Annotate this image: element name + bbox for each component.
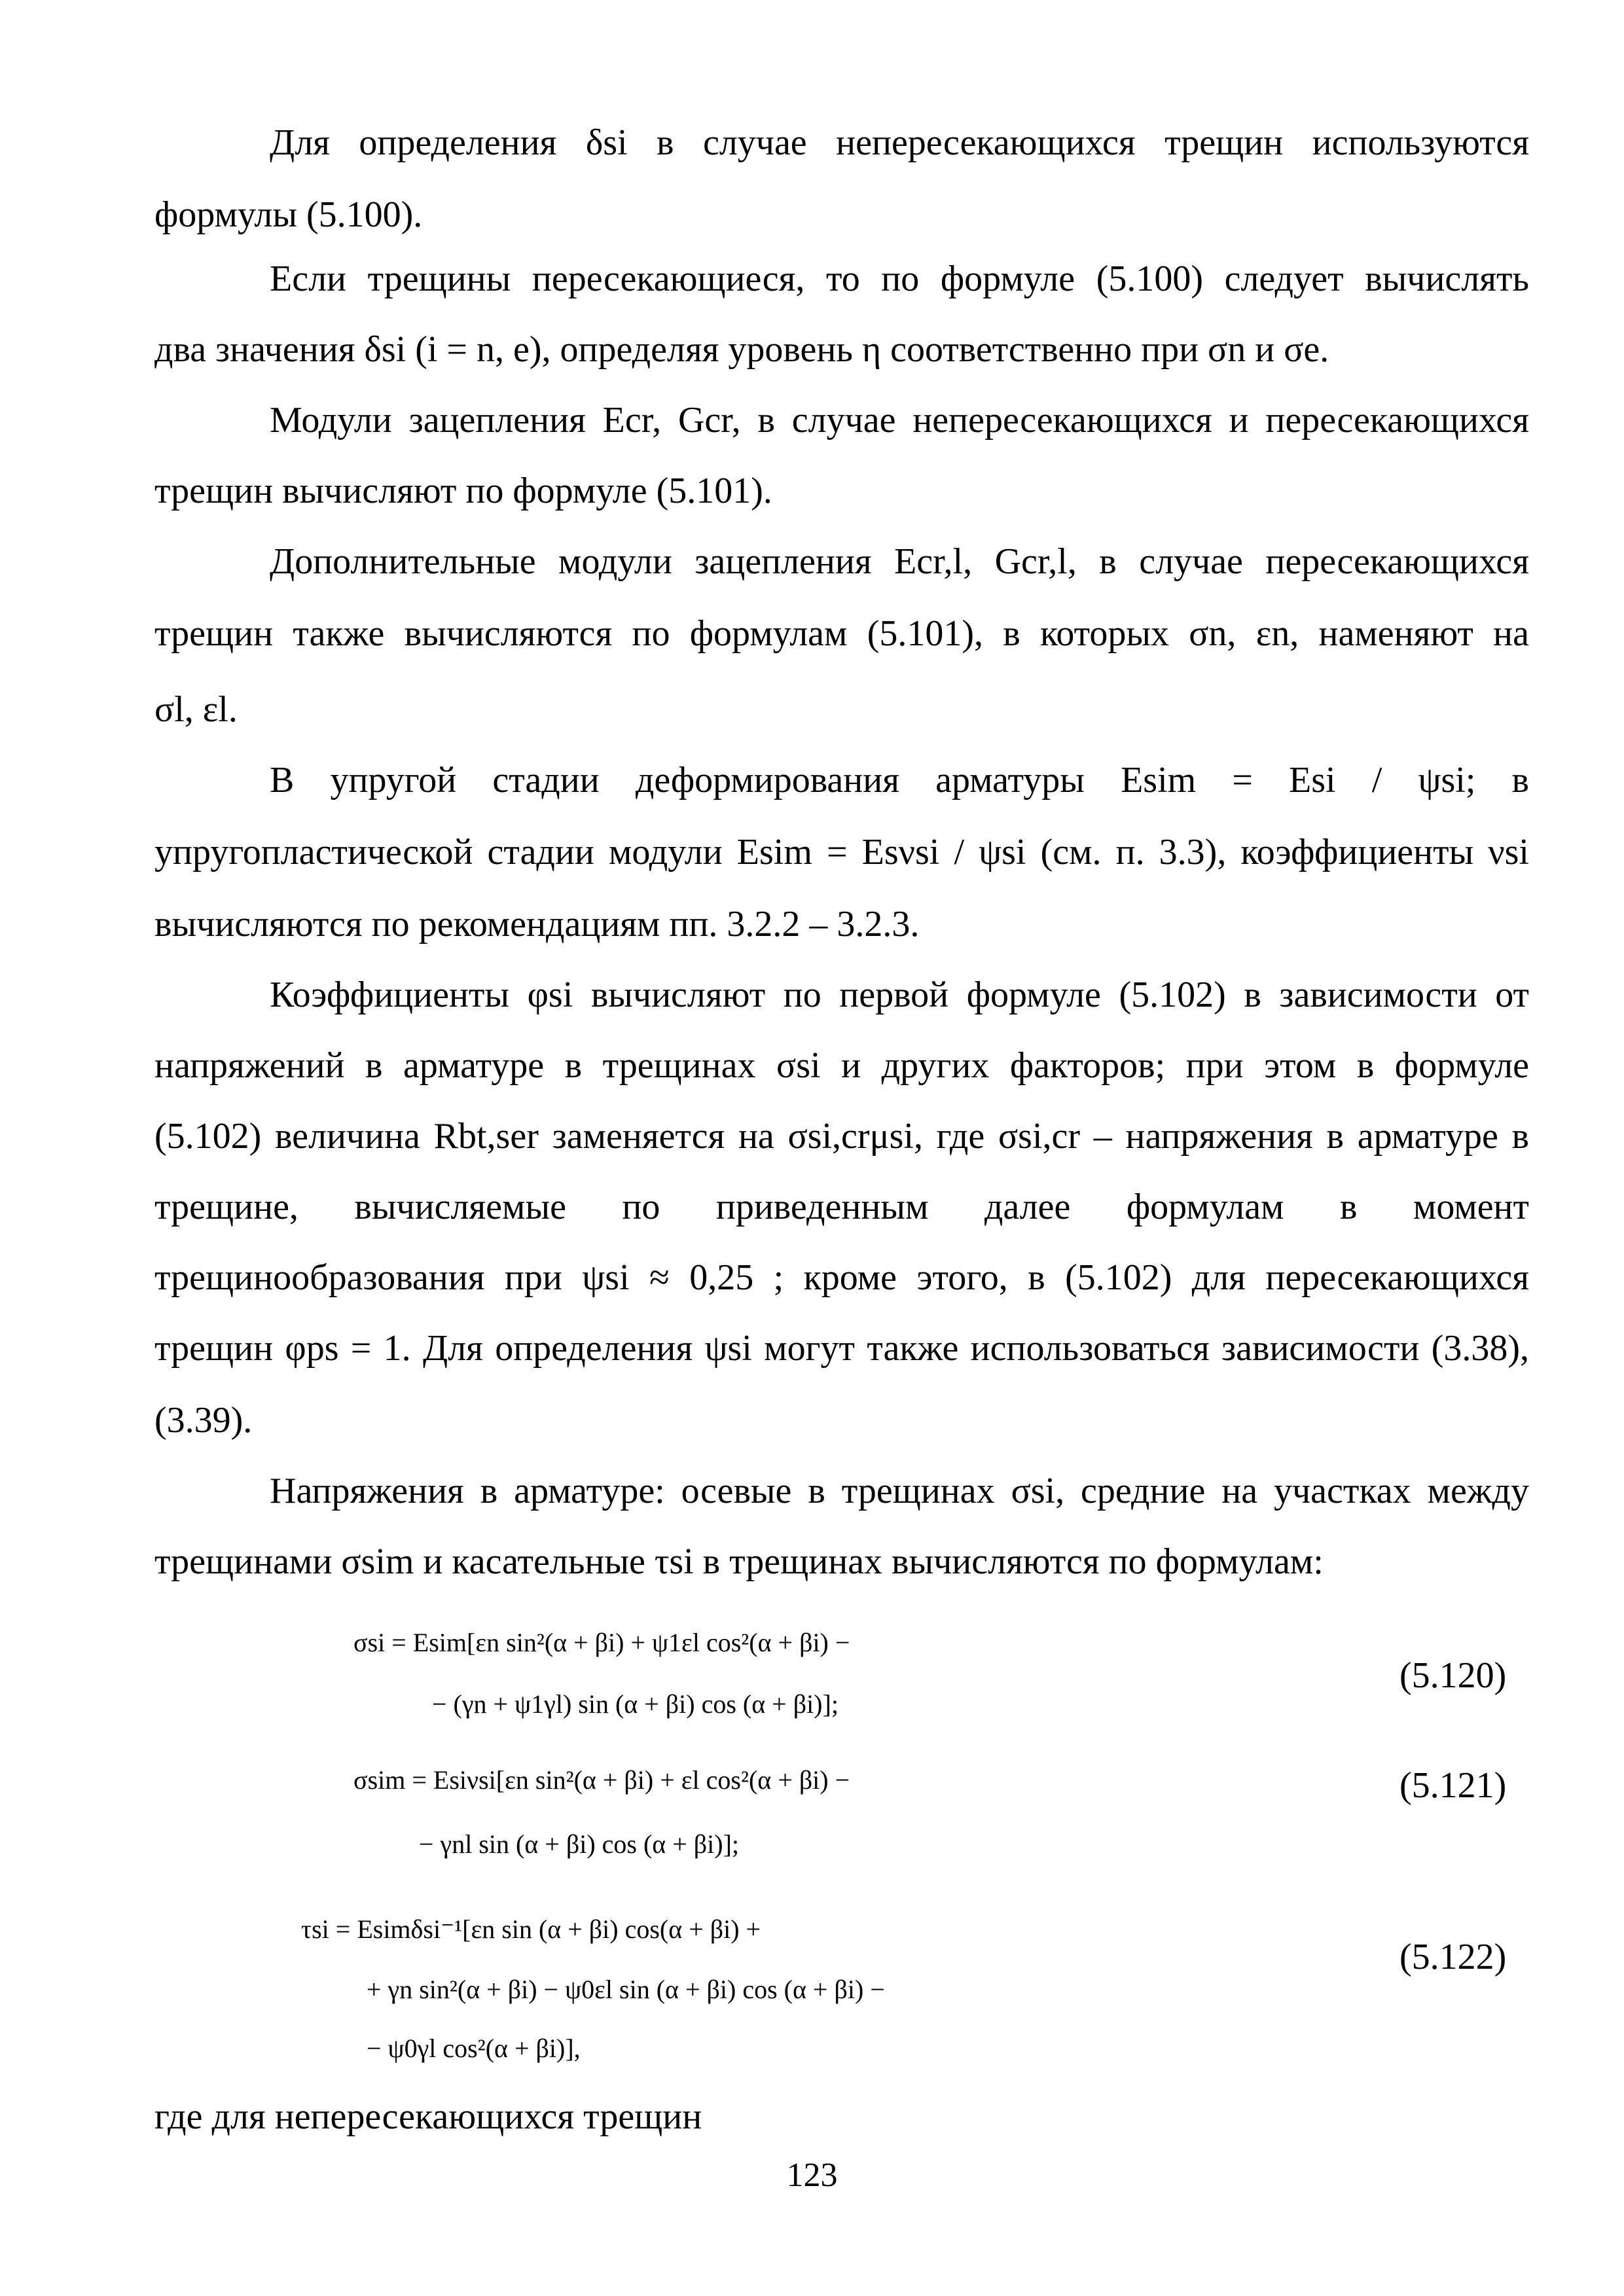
text-line: трещин также вычисляются по формулам (5.101), в которых σn, εn, наменяют на	[154, 613, 1529, 654]
equation-line: − (γn + ψ1γl) sin (α + βi) cos (α + βi)];	[432, 1689, 839, 1719]
text-line: σl, εl.	[154, 689, 238, 730]
page-number: 123	[786, 2157, 838, 2194]
equation-line: + γn sin²(α + βi) − ψ0εl sin (α + βi) cos (α + βi) −	[367, 1975, 885, 2004]
text-line: упругопластической стадии модули Esim = Esνsi / ψsi (см. п. 3.3), коэффициенты νsi	[154, 832, 1529, 872]
equation-line: τsi = Esimδsi⁻¹[εn sin (α + βi) cos(α + βi) +	[301, 1914, 761, 1944]
equation-number: (5.121)	[1399, 1765, 1507, 1806]
equation-line: − ψ0γl cos²(α + βi)],	[367, 2034, 581, 2063]
equation-number: (5.120)	[1399, 1655, 1507, 1696]
text-line: Напряжения в арматуре: осевые в трещинах σsi, средние на участках между	[270, 1471, 1529, 1511]
text-line: (5.102) величина Rbt,ser заменяется на σsi,crμsi, где σsi,cr – напряжения в арматуре в	[154, 1116, 1529, 1157]
text-line: В упругой стадии деформирования арматуры Esim = Esi / ψsi; в	[270, 760, 1529, 800]
text-line: трещин φps = 1. Для определения ψsi могут также использоваться зависимости (3.38),	[154, 1328, 1529, 1369]
text-line: формулы (5.100).	[154, 194, 423, 235]
text-line: Модули зацепления Ecr, Gcr, в случае непересекающихся и пересекающихся	[270, 400, 1529, 440]
text-line: Коэффициенты φsi вычисляют по первой формуле (5.102) в зависимости от	[270, 975, 1529, 1015]
text-line: где для непересекающихся трещин	[154, 2096, 702, 2137]
text-line: (3.39).	[154, 1400, 253, 1441]
equation-line: σsi = Esim[εn sin²(α + βi) + ψ1εl cos²(α + βi) −	[353, 1628, 850, 1657]
equation-line: − γnl sin (α + βi) cos (α + βi)];	[419, 1829, 740, 1859]
text-line: напряжений в арматуре в трещинах σsi и других факторов; при этом в формуле	[154, 1045, 1529, 1086]
text-line: Дополнительные модули зацепления Ecr,l, Gcr,l, в случае пересекающихся	[270, 541, 1529, 582]
text-line: трещинообразования при ψsi ≈ 0,25 ; кроме этого, в (5.102) для пересекающихся	[154, 1257, 1529, 1298]
text-line: Если трещины пересекающиеся, то по формуле (5.100) следует вычислять	[270, 259, 1529, 299]
text-line: Для определения δsi в случае непересекающихся трещин используются	[270, 122, 1529, 163]
equation-line: σsim = Esiνsi[εn sin²(α + βi) + εl cos²(α + βi) −	[353, 1765, 850, 1795]
equation-number: (5.122)	[1399, 1937, 1507, 1977]
text-line: трещине, вычисляемые по приведенным далее формулам в момент	[154, 1187, 1529, 1227]
text-line: трещинами σsim и касательные τsi в трещинах вычисляются по формулам:	[154, 1541, 1324, 1582]
text-line: вычисляются по рекомендациям пп. 3.2.2 – 3.2.3.	[154, 904, 920, 944]
text-line: два значения δsi (i = n, e), определяя уровень η соответственно при σn и σe.	[154, 329, 1329, 370]
text-line: трещин вычисляют по формуле (5.101).	[154, 471, 772, 511]
